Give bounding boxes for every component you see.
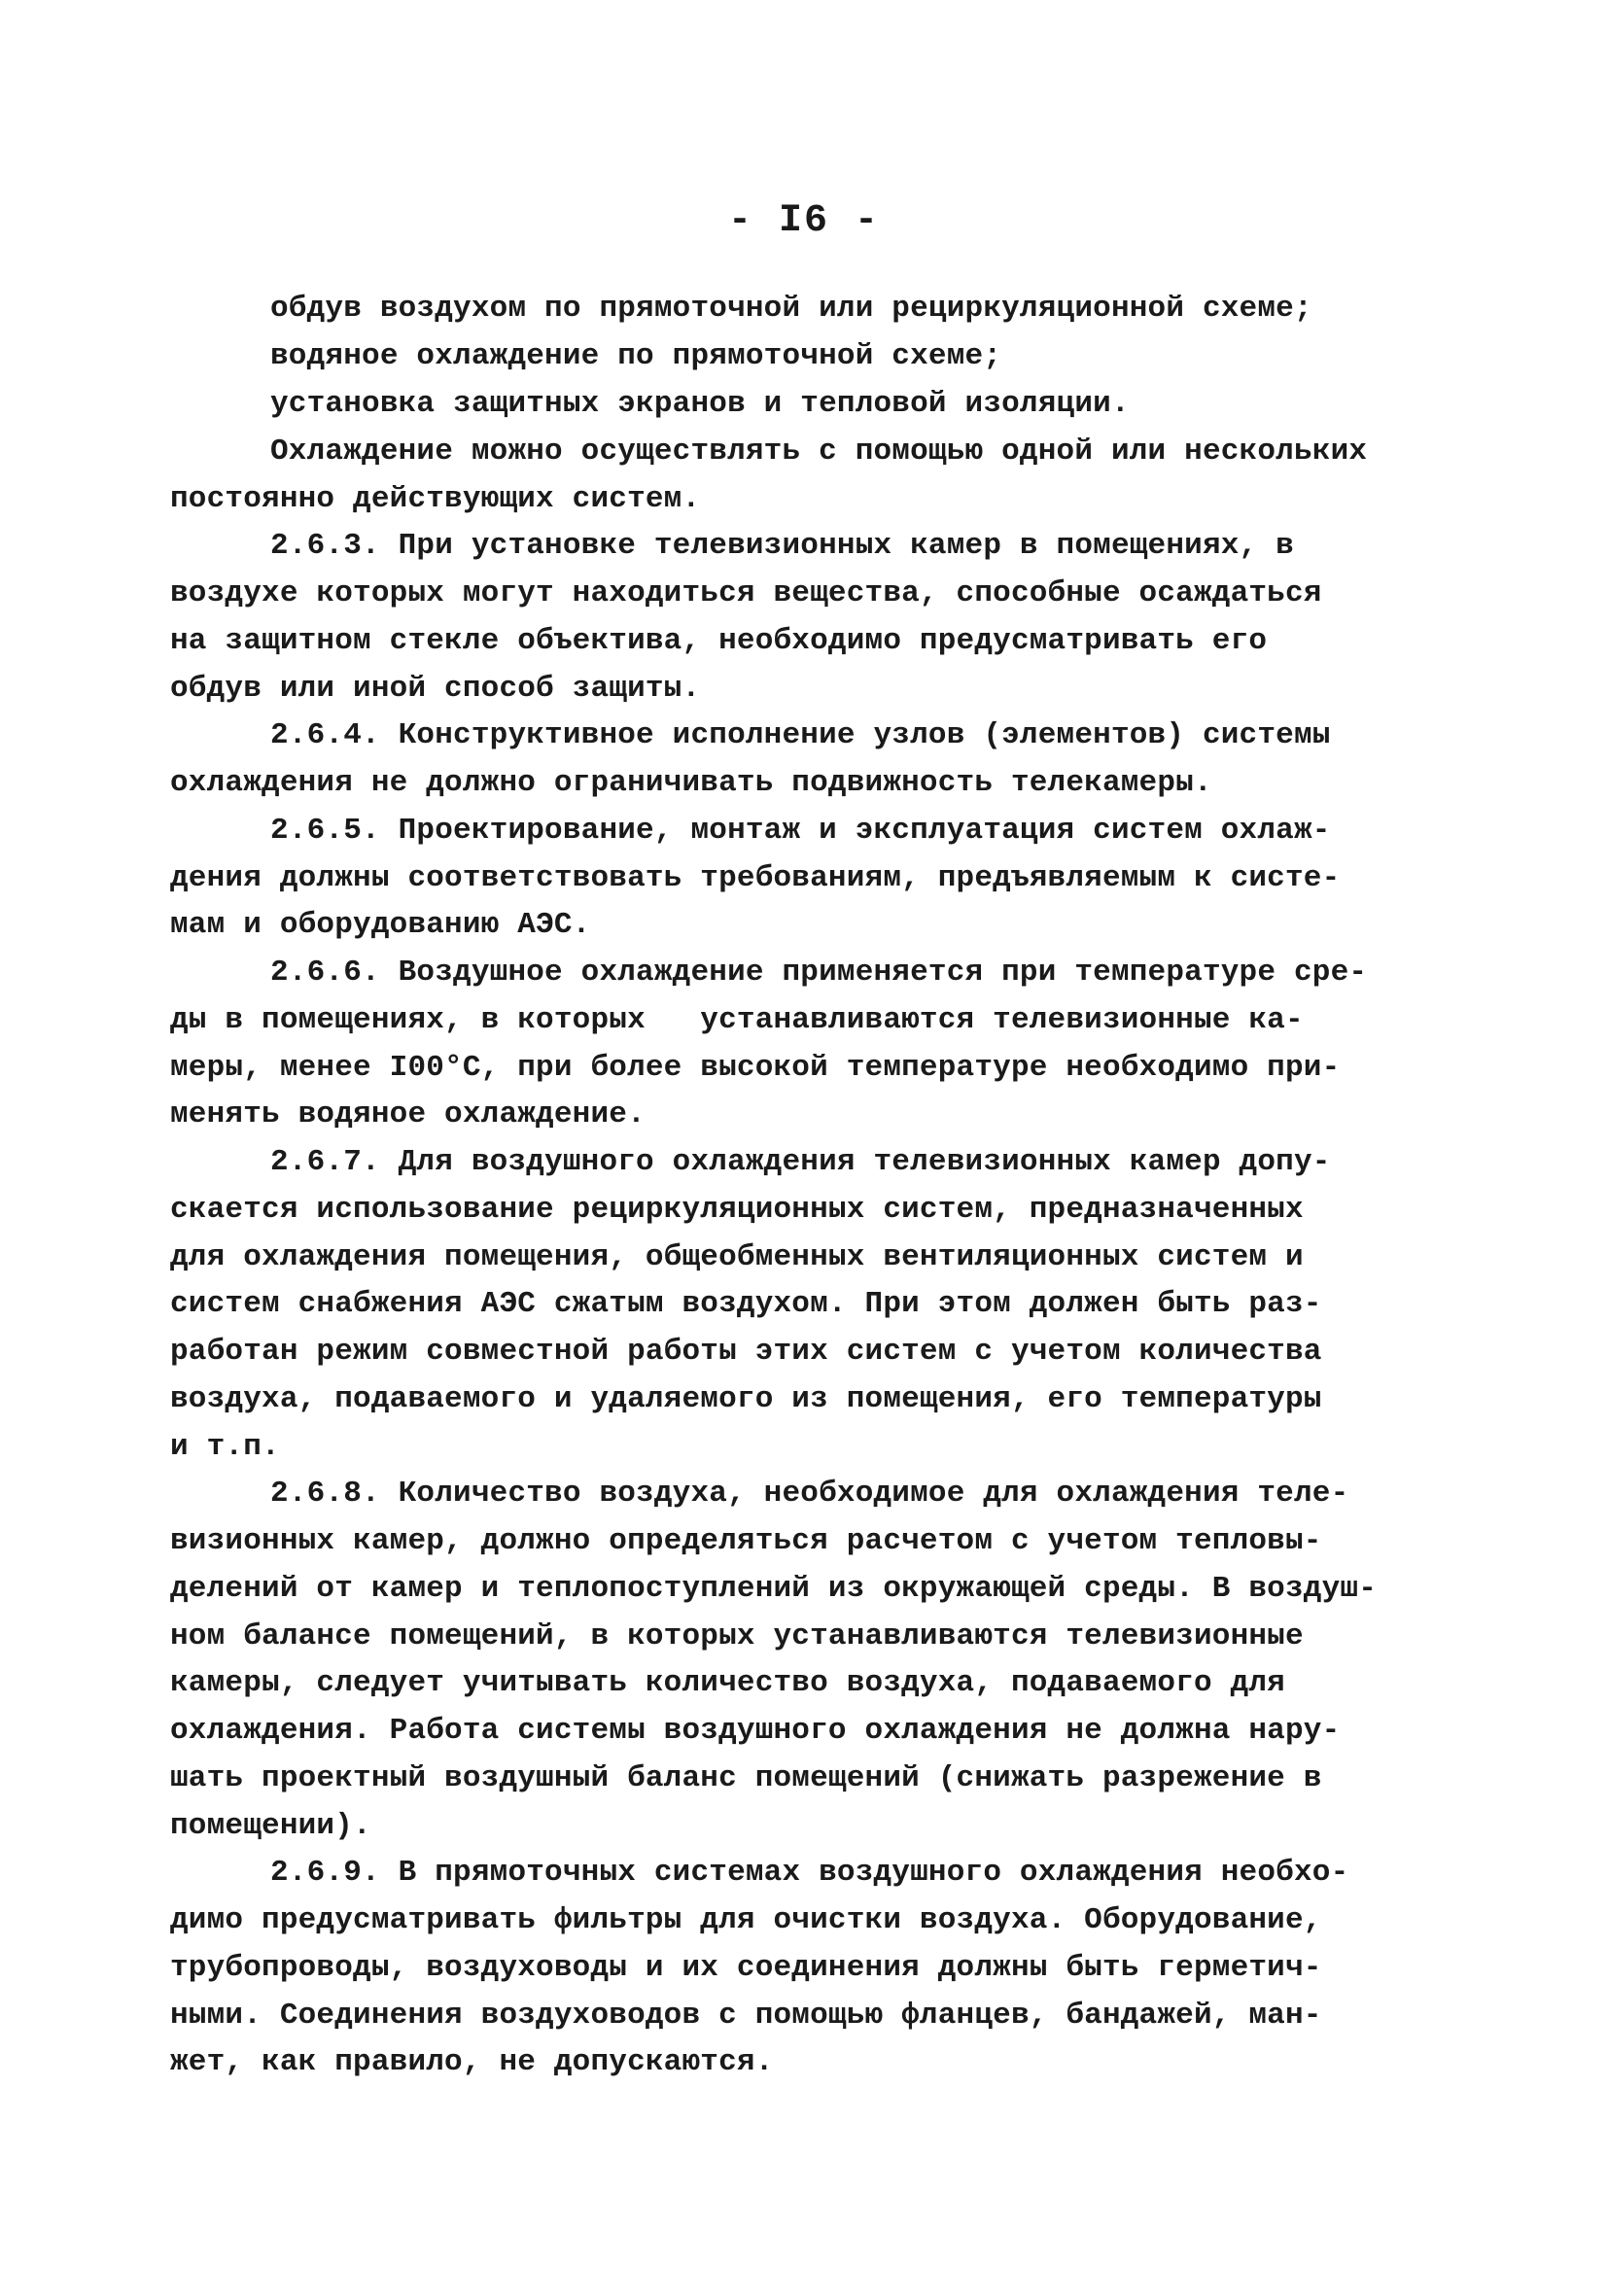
text-line: 2.6.4. Конструктивное исполнение узлов (элементов) системы	[270, 718, 1331, 752]
text-line: дения должны соответствовать требованиям, предъявляемым к систе-	[170, 861, 1341, 895]
text-line: менять водяное охлаждение.	[170, 1097, 646, 1131]
page-number: - I6 -	[727, 199, 881, 243]
text-line: скается использование рециркуляционных систем, предназначенных	[170, 1193, 1304, 1227]
text-line: трубопроводы, воздуховоды и их соединения должны быть герметич-	[170, 1951, 1322, 1985]
text-line: делений от камер и теплопоступлений из окружающей среды. В воздуш-	[170, 1572, 1377, 1606]
text-line: для охлаждения помещения, общеобменных вентиляционных систем и	[170, 1240, 1304, 1274]
text-line: мам и оборудованию АЭС.	[170, 908, 591, 942]
text-line: обдув или иной способ защиты.	[170, 672, 701, 706]
text-line: ном балансе помещений, в которых устанавливаются телевизионные	[170, 1619, 1304, 1653]
text-line: 2.6.6. Воздушное охлаждение применяется при температуре сре-	[270, 956, 1368, 990]
text-line: визионных камер, должно определяться расчетом с учетом тепловы-	[170, 1524, 1322, 1558]
text-line: помещении).	[170, 1809, 371, 1843]
text-line: 2.6.8. Количество воздуха, необходимое для охлаждения теле-	[270, 1477, 1349, 1511]
text-line: охлаждения. Работа системы воздушного охлаждения не должна нару-	[170, 1714, 1341, 1748]
text-line: жет, как правило, не допускаются.	[170, 2045, 774, 2079]
text-line: на защитном стекле объектива, необходимо предусматривать его	[170, 624, 1268, 658]
text-line: воздухе которых могут находиться вещества, способные осаждаться	[170, 576, 1322, 610]
text-line: и т.п.	[170, 1430, 280, 1464]
text-line: ными. Соединения воздуховодов с помощью фланцев, бандажей, ман-	[170, 1999, 1322, 2033]
text-line: 2.6.7. Для воздушного охлаждения телевизионных камер допу-	[270, 1145, 1331, 1179]
text-line: шать проектный воздушный баланс помещений (снижать разрежение в	[170, 1761, 1322, 1795]
text-line: воздуха, подаваемого и удаляемого из помещения, его температуры	[170, 1382, 1322, 1416]
text-line: водяное охлаждение по прямоточной схеме;	[270, 339, 1002, 373]
text-line: Охлаждение можно осуществлять с помощью одной или нескольких	[270, 435, 1368, 469]
text-line: 2.6.5. Проектирование, монтаж и эксплуатация систем охлаж-	[270, 814, 1331, 848]
text-line: ды в помещениях, в которых устанавливаются телевизионные ка-	[170, 1003, 1304, 1037]
text-line: 2.6.3. При установке телевизионных камер в помещениях, в	[270, 529, 1294, 563]
text-line: 2.6.9. В прямоточных системах воздушного охлаждения необхо-	[270, 1856, 1349, 1890]
text-line: установка защитных экранов и тепловой изоляции.	[270, 387, 1130, 421]
text-line: димо предусматривать фильтры для очистки воздуха. Оборудование,	[170, 1903, 1322, 1937]
text-line: охлаждения не должно ограничивать подвижность телекамеры.	[170, 766, 1212, 800]
text-line: работан режим совместной работы этих систем с учетом количества	[170, 1335, 1322, 1369]
text-line: меры, менее I00°С, при более высокой температуре необходимо при-	[170, 1051, 1341, 1085]
text-line: систем снабжения АЭС сжатым воздухом. При этом должен быть раз-	[170, 1287, 1322, 1321]
text-line: обдув воздухом по прямоточной или рециркуляционной схеме;	[270, 292, 1312, 326]
text-line: камеры, следует учитывать количество воздуха, подаваемого для	[170, 1666, 1285, 1700]
text-line: постоянно действующих систем.	[170, 482, 701, 516]
